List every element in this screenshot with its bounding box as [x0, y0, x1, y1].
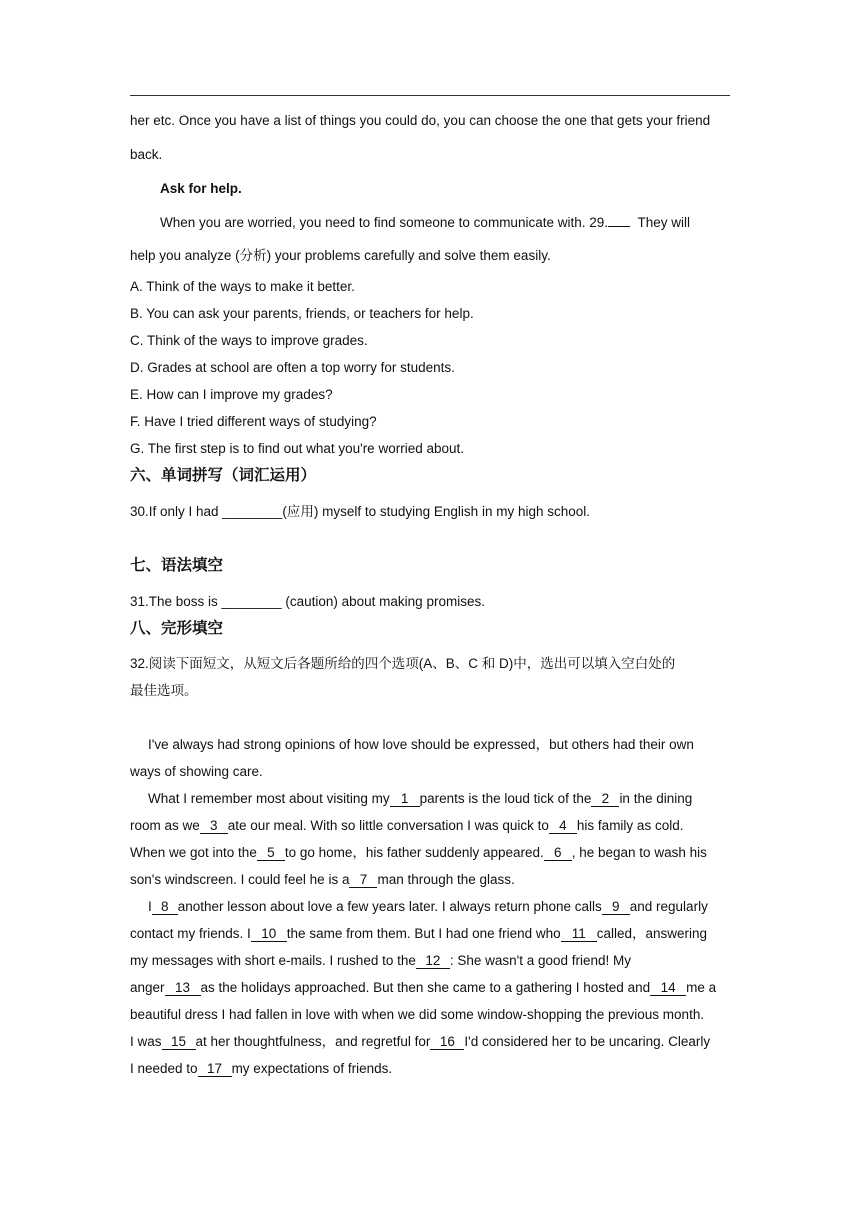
cloze-line: room as we 3 ate our meal. With so little conversation I was quick to 4 his family as cold. — [130, 818, 684, 833]
question-31: 31.The boss is ________ (caution) about making promises. — [130, 594, 485, 609]
cloze-line: contact my friends. I 10 the same from them. But I had one friend who 11 called，answering — [130, 926, 708, 941]
header-rule — [130, 95, 730, 96]
cloze-blank: 10 — [251, 926, 287, 942]
cloze-blank: 17 — [198, 1061, 232, 1077]
cloze-blank: 8 — [152, 899, 178, 915]
cloze-blank: 3 — [200, 818, 228, 834]
section-6-title: 六、单词拼写（词汇运用） — [130, 466, 317, 484]
section-7-title: 七、语法填空 — [130, 556, 224, 574]
cloze-blank: 2 — [591, 791, 619, 807]
cloze-blank: 9 — [602, 899, 630, 915]
passage-line: help you analyze (分析) your problems carefully and solve them easily. — [130, 248, 551, 263]
option-d: D. Grades at school are often a top worry for students. — [130, 360, 455, 375]
question-30: 30.If only I had ________(应用) myself to studying English in my high school. — [130, 504, 590, 519]
option-e: E. How can I improve my grades? — [130, 387, 333, 402]
option-a: A. Think of the ways to make it better. — [130, 279, 355, 294]
cloze-line: I've always had strong opinions of how love should be expressed，but others had their own — [148, 737, 694, 752]
option-f: F. Have I tried different ways of studying? — [130, 414, 377, 429]
cloze-line: I needed to 17 my expectations of friends. — [130, 1061, 393, 1076]
cloze-blank: 4 — [549, 818, 577, 834]
answer-blank-29 — [608, 226, 630, 227]
cloze-blank: 14 — [650, 980, 686, 996]
cloze-blank: 6 — [544, 845, 572, 861]
option-g: G. The first step is to find out what you're worried about. — [130, 441, 464, 456]
section-8-title: 八、完形填空 — [130, 619, 224, 637]
passage-line: When you are worried, you need to find someone to communicate with. 29. They will — [160, 215, 691, 230]
cloze-blank: 5 — [257, 845, 285, 861]
cloze-blank: 12 — [416, 953, 450, 969]
option-b: B. You can ask your parents, friends, or teachers for help. — [130, 306, 474, 321]
passage-line: her etc. Once you have a list of things you could do, you can choose the one that gets your friend — [130, 113, 711, 128]
cloze-line: What I remember most about visiting my 1 parents is the loud tick of the 2 in the dining — [148, 791, 693, 806]
cloze-blank: 16 — [430, 1034, 464, 1050]
cloze-line: beautiful dress I had fallen in love with when we did some window-shopping the previous month. — [130, 1007, 705, 1022]
passage-line: back. — [130, 147, 163, 162]
subheading: Ask for help. — [160, 181, 242, 196]
instruction-line: 最佳选项。 — [130, 683, 198, 698]
cloze-blank: 15 — [162, 1034, 196, 1050]
instruction-line: 32.阅读下面短文，从短文后各题所给的四个选项(A、B、C 和 D)中，选出可以填入空白处的 — [130, 656, 676, 671]
cloze-line: I was 15 at her thoughtfulness，and regretful for 16 I'd considered her to be uncaring. Clearly — [130, 1034, 711, 1049]
cloze-line: I 8 another lesson about love a few years later. I always return phone calls 9 and regularly — [148, 899, 708, 914]
cloze-line: my messages with short e-mails. I rushed to the 12 : She wasn't a good friend! My — [130, 953, 632, 968]
cloze-line: anger 13 as the holidays approached. But then she came to a gathering I hosted and 14 me a — [130, 980, 717, 995]
cloze-blank: 7 — [349, 872, 377, 888]
cloze-blank: 1 — [390, 791, 420, 807]
cloze-line: son's windscreen. I could feel he is a 7 man through the glass. — [130, 872, 515, 887]
option-c: C. Think of the ways to improve grades. — [130, 333, 368, 348]
cloze-blank: 11 — [561, 926, 597, 942]
cloze-line: When we got into the 5 to go home，his father suddenly appeared. 6 , he began to wash his — [130, 845, 707, 860]
cloze-line: ways of showing care. — [130, 764, 263, 779]
cloze-blank: 13 — [165, 980, 201, 996]
